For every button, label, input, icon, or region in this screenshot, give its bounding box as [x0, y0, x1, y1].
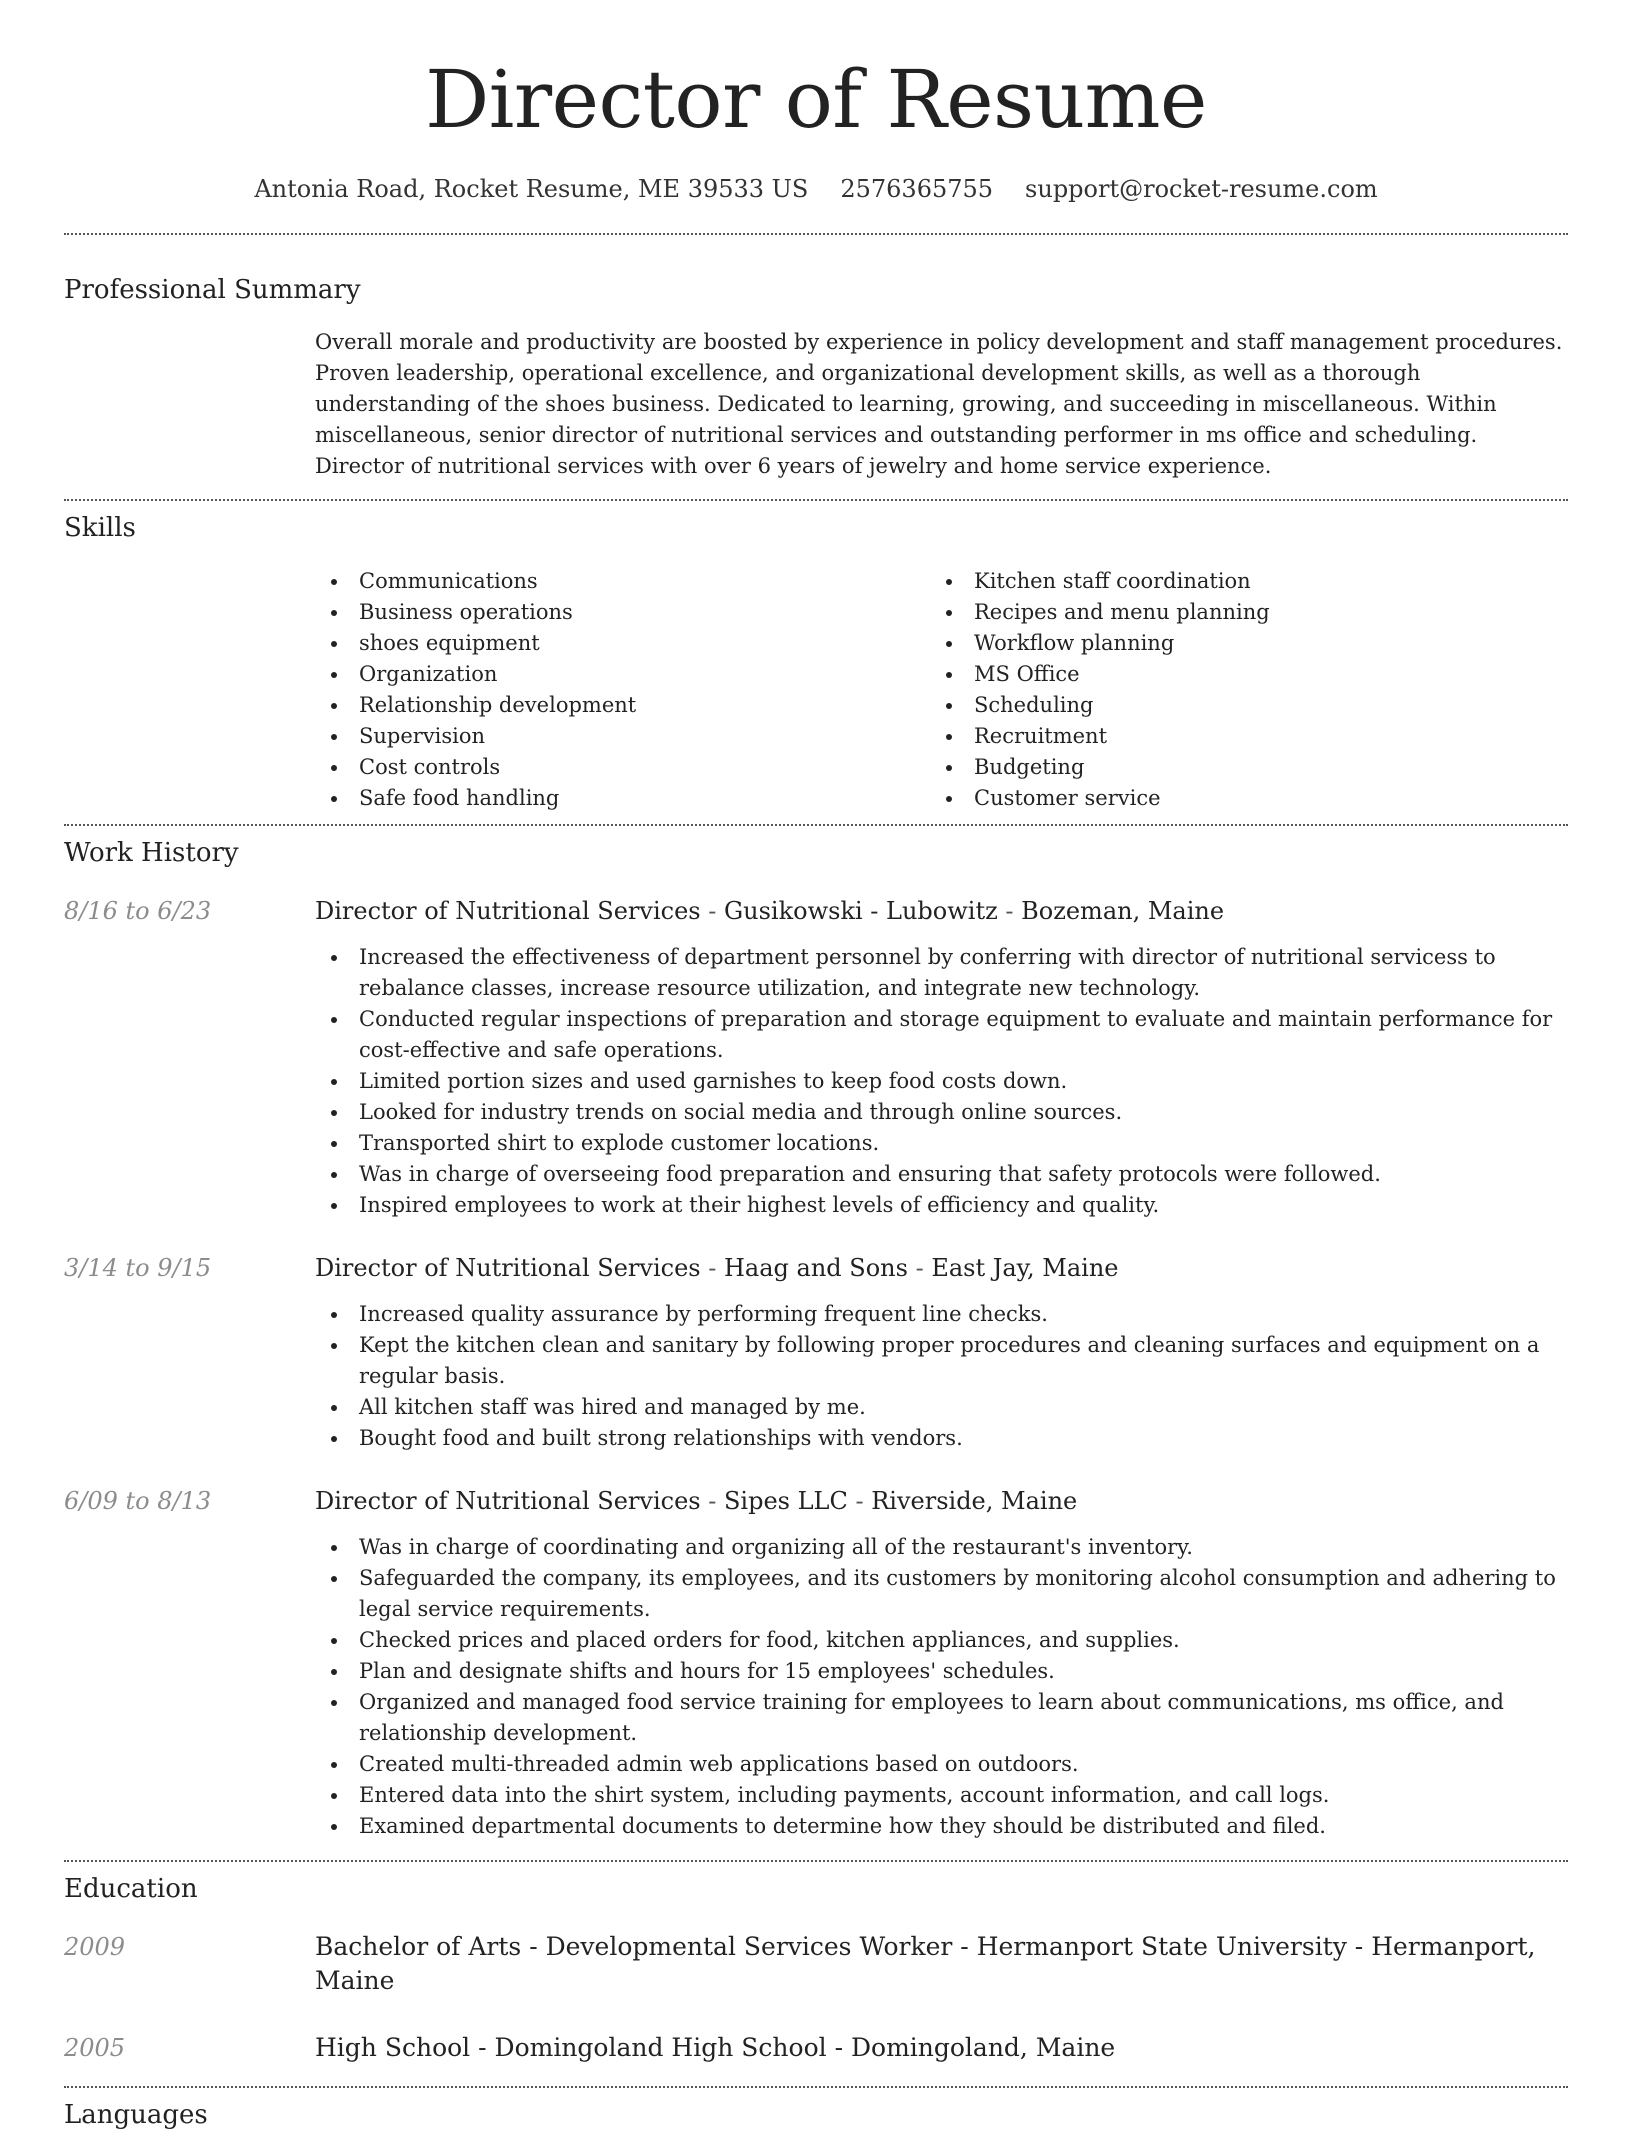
title-separator: - [1346, 1932, 1372, 1961]
job-location: Riverside, Maine [871, 1487, 1078, 1515]
education-school: Domingoland High School [494, 2033, 827, 2062]
job-dates: 3/14 to 9/15 [64, 1254, 212, 1282]
education-entry [64, 1930, 1568, 1998]
skill-item: Kitchen staff coordination [930, 566, 1545, 597]
title-separator: - [847, 1487, 872, 1515]
skill-item: Relationship development [315, 690, 930, 721]
job-bullet: Checked prices and placed orders for food, kitchen appliances, and supplies. [315, 1625, 1568, 1656]
job-company: Haag and Sons [723, 1254, 908, 1282]
job-bullets [315, 942, 1568, 1221]
skill-item: Communications [315, 566, 930, 597]
title-separator: - [826, 2033, 851, 2062]
title-separator: - [700, 1254, 724, 1282]
job-bullet: Entered data into the shirt system, including payments, account information, and call logs. [315, 1780, 1568, 1811]
section-divider [64, 824, 1568, 826]
resume-page [64, 0, 1568, 2132]
skill-item: Organization [315, 659, 930, 690]
job-bullet: Was in charge of coordinating and organizing all of the restaurant's inventory. [315, 1532, 1568, 1563]
education-details [315, 1930, 1568, 1998]
skill-item: Business operations [315, 597, 930, 628]
job-role: Director of Nutritional Services [315, 1487, 701, 1515]
job-bullet: Examined departmental documents to determine how they should be distributed and filed. [315, 1811, 1568, 1842]
job-bullet: Bought food and built strong relationships with vendors. [315, 1423, 1568, 1454]
title-separator: - [952, 1932, 977, 1961]
skills-column-left [315, 566, 930, 814]
title-separator: - [997, 897, 1022, 925]
job-bullet: Safeguarded the company, its employees, and its customers by monitoring alcohol consumption and adhering to legal service requirements. [315, 1563, 1568, 1625]
title-separator: - [700, 897, 724, 925]
skill-item: Workflow planning [930, 628, 1545, 659]
section-divider [64, 233, 1568, 235]
skill-item: Customer service [930, 783, 1545, 814]
job-bullets [315, 1299, 1568, 1454]
education-year: 2009 [64, 1933, 126, 1961]
job-title [315, 1484, 1568, 1518]
education-details [315, 2031, 1568, 2065]
job-bullet: Looked for industry trends on social media and through online sources. [315, 1097, 1568, 1128]
job-details [315, 1484, 1568, 1842]
resume-header [64, 0, 1568, 206]
title-separator: - [700, 1487, 724, 1515]
job-entry [64, 894, 1568, 1221]
job-title [315, 1251, 1568, 1285]
candidate-name: Director of Resume [425, 53, 1207, 146]
contact-info [64, 172, 1568, 206]
job-company: Sipes LLC [723, 1487, 848, 1515]
languages-heading: Languages [64, 2100, 208, 2130]
education-year: 2005 [64, 2034, 126, 2062]
job-bullet: Inspired employees to work at their highest levels of efficiency and quality. [315, 1190, 1568, 1221]
job-bullet: Plan and designate shifts and hours for 15 employees' schedules. [315, 1656, 1568, 1687]
skill-item: Safe food handling [315, 783, 930, 814]
skill-item: Recruitment [930, 721, 1545, 752]
job-dates: 8/16 to 6/23 [64, 897, 212, 925]
title-separator: - [521, 1932, 546, 1961]
job-bullet: Conducted regular inspections of preparation and storage equipment to evaluate and maintain performance for cost-effective and safe operations. [315, 1004, 1568, 1066]
job-company: Gusikowski - Lubowitz [723, 897, 998, 925]
education-location: Domingoland, Maine [850, 2033, 1116, 2062]
job-bullet: Limited portion sizes and used garnishes to keep food costs down. [315, 1066, 1568, 1097]
skill-item: MS Office [930, 659, 1545, 690]
work-history-heading: Work History [64, 838, 239, 868]
skill-item: Scheduling [930, 690, 1545, 721]
job-bullet: Organized and managed food service training for employees to learn about communications, ms office, and relationship development. [315, 1687, 1568, 1749]
job-entry [64, 1251, 1568, 1454]
education-heading: Education [64, 1874, 198, 1904]
summary-text: Overall morale and productivity are boosted by experience in policy development and staff management procedures. Proven leadership, operational excellence, and organizational development skills, as well as a thorough understanding of the shoes business. Dedicated to learning, growing, and succeeding in miscellaneous. Within miscellaneous, senior director of nutritional services and outstanding performer in ms office and scheduling. Director of nutritional services with over 6 years of jewelry and home service experience. [315, 330, 1563, 478]
contact-email: support@rocket-resume.com [1025, 175, 1378, 203]
section-divider [64, 499, 1568, 501]
job-bullet: Transported shirt to explode customer locations. [315, 1128, 1568, 1159]
education-degree: Bachelor of Arts [315, 1932, 522, 1961]
job-bullet: Created multi-threaded admin web applications based on outdoors. [315, 1749, 1568, 1780]
skill-item: Cost controls [315, 752, 930, 783]
job-role: Director of Nutritional Services [315, 897, 701, 925]
job-title [315, 894, 1568, 928]
job-details [315, 894, 1568, 1221]
job-entry [64, 1484, 1568, 1842]
skills-list [315, 566, 1568, 814]
job-bullets [315, 1532, 1568, 1842]
education-school: Hermanport State University [976, 1932, 1347, 1961]
job-location: East Jay, Maine [931, 1254, 1119, 1282]
job-role: Director of Nutritional Services [315, 1254, 701, 1282]
job-dates: 6/09 to 8/13 [64, 1487, 212, 1515]
job-bullet: Increased the effectiveness of department personnel by conferring with director of nutritional servicess to rebalance classes, increase resource utilization, and integrate new technology. [315, 942, 1568, 1004]
education-location: Hermanport, Maine [315, 1932, 1536, 1995]
education-degree: High School [315, 2033, 471, 2062]
skill-item: shoes equipment [315, 628, 930, 659]
education-field: Developmental Services Worker [545, 1932, 953, 1961]
title-separator: - [907, 1254, 932, 1282]
skill-item: Supervision [315, 721, 930, 752]
skill-item: Budgeting [930, 752, 1545, 783]
job-bullet: Kept the kitchen clean and sanitary by following proper procedures and cleaning surfaces and equipment on a regular basis. [315, 1330, 1568, 1392]
section-divider [64, 2086, 1568, 2088]
summary-heading: Professional Summary [64, 275, 361, 305]
section-divider [64, 1860, 1568, 1862]
job-bullet: Was in charge of overseeing food preparation and ensuring that safety protocols were followed. [315, 1159, 1568, 1190]
job-bullet: Increased quality assurance by performing frequent line checks. [315, 1299, 1568, 1330]
skills-heading: Skills [64, 513, 136, 543]
title-separator: - [470, 2033, 495, 2062]
contact-phone: 2576365755 [840, 175, 994, 203]
skills-column-right [930, 566, 1545, 814]
job-bullet: All kitchen staff was hired and managed by me. [315, 1392, 1568, 1423]
job-details [315, 1251, 1568, 1454]
contact-address: Antonia Road, Rocket Resume, ME 39533 US [254, 175, 809, 203]
education-entry [64, 2031, 1568, 2065]
job-location: Bozeman, Maine [1021, 897, 1225, 925]
skill-item: Recipes and menu planning [930, 597, 1545, 628]
